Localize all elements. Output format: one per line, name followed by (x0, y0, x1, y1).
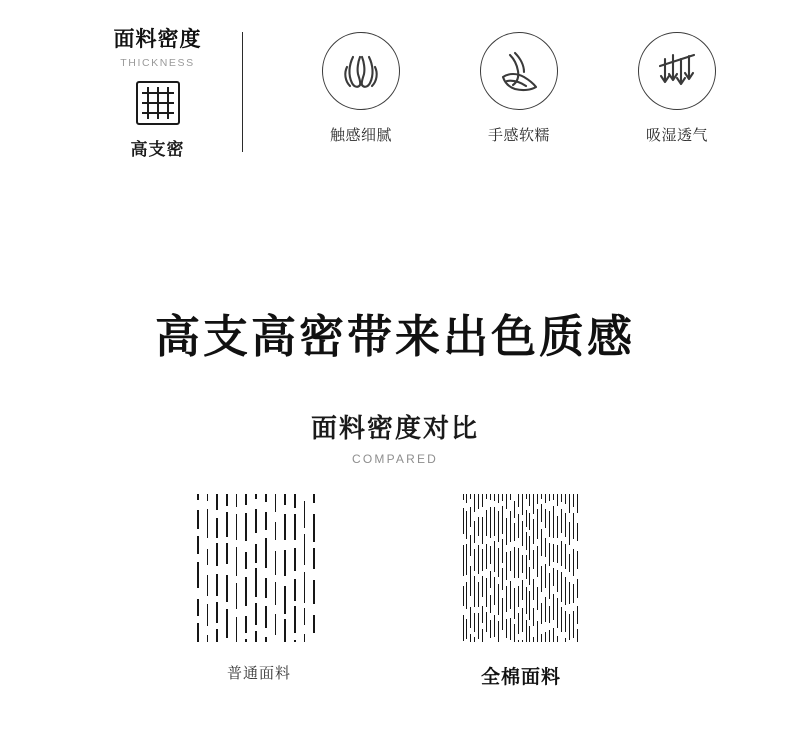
swatch-thread-column (244, 494, 250, 642)
swatch-thread-column (541, 494, 543, 642)
swatch-thread-column (509, 494, 511, 642)
swatch-thread-column (206, 494, 212, 642)
swatch-thread-column (235, 494, 241, 642)
swatch-thread-column (470, 494, 472, 642)
cotton-fabric-label: 全棉面料 (480, 667, 561, 688)
swatch-thread-column (466, 494, 468, 642)
breathable-arrows-icon (638, 32, 716, 110)
swatch-thread-column (505, 494, 507, 642)
swatch-thread-column (513, 494, 515, 642)
swatch-thread-column (553, 494, 555, 642)
density-subtitle: THICKNESS (120, 57, 195, 70)
density-block (0, 28, 230, 160)
swatch-thread-column (490, 494, 492, 642)
feature-label-2: 吸湿透气 (645, 127, 708, 144)
swatch-comparison (0, 494, 790, 694)
swatch-thread-column (576, 494, 578, 642)
swatch-thread-column (549, 494, 551, 642)
density-title: 面料密度 (113, 28, 202, 51)
swatch-thread-column (264, 494, 270, 642)
swatch-thread-column (497, 494, 499, 642)
ordinary-fabric-swatch (196, 494, 322, 642)
swatch-thread-column (568, 494, 570, 642)
swatch-thread-column (564, 494, 566, 642)
swatch-thread-column (293, 494, 299, 642)
cotton-fabric-block (462, 494, 580, 689)
swatch-thread-column (501, 494, 503, 642)
density-label: 高支密 (130, 140, 185, 160)
swatch-thread-column (312, 494, 318, 642)
swatch-thread-column (494, 494, 496, 642)
swatch-thread-column (283, 494, 289, 642)
swatch-thread-column (215, 494, 221, 642)
swatch-thread-column (254, 494, 260, 642)
compare-subtitle: COMPARED (351, 452, 439, 466)
swatch-thread-column (557, 494, 559, 642)
cotton-fabric-swatch (462, 494, 580, 642)
swatch-thread-column (478, 494, 480, 642)
swatch-thread-column (274, 494, 280, 642)
swatch-thread-column (521, 494, 523, 642)
feature-item-2 (627, 28, 727, 145)
grid-icon (136, 81, 180, 125)
swatch-thread-column (474, 494, 476, 642)
swatch-thread-column (572, 494, 574, 642)
swatch-thread-column (196, 494, 202, 642)
swatch-thread-column (462, 494, 464, 642)
swatch-thread-column (486, 494, 488, 642)
swatch-thread-column (545, 494, 547, 642)
feature-item-1 (469, 28, 569, 145)
feature-label-1: 手感软糯 (487, 127, 550, 144)
swatch-thread-column (482, 494, 484, 642)
top-feature-section (0, 28, 790, 178)
feature-list (243, 28, 790, 145)
feature-label-0: 触感细腻 (329, 127, 392, 144)
compare-title: 面料密度对比 (310, 413, 479, 443)
ordinary-fabric-block (196, 494, 322, 683)
swatch-thread-column (560, 494, 562, 642)
headline: 高支高密带来出色质感 (154, 311, 635, 362)
fabric-hand-icon (480, 32, 558, 110)
swatch-thread-column (529, 494, 531, 642)
swatch-thread-column (537, 494, 539, 642)
feature-item-0 (311, 28, 411, 145)
hands-icon (322, 32, 400, 110)
swatch-thread-column (525, 494, 527, 642)
swatch-thread-column (533, 494, 535, 642)
swatch-thread-column (303, 494, 309, 642)
ordinary-fabric-label: 普通面料 (226, 665, 291, 682)
swatch-thread-column (225, 494, 231, 642)
swatch-thread-column (517, 494, 519, 642)
